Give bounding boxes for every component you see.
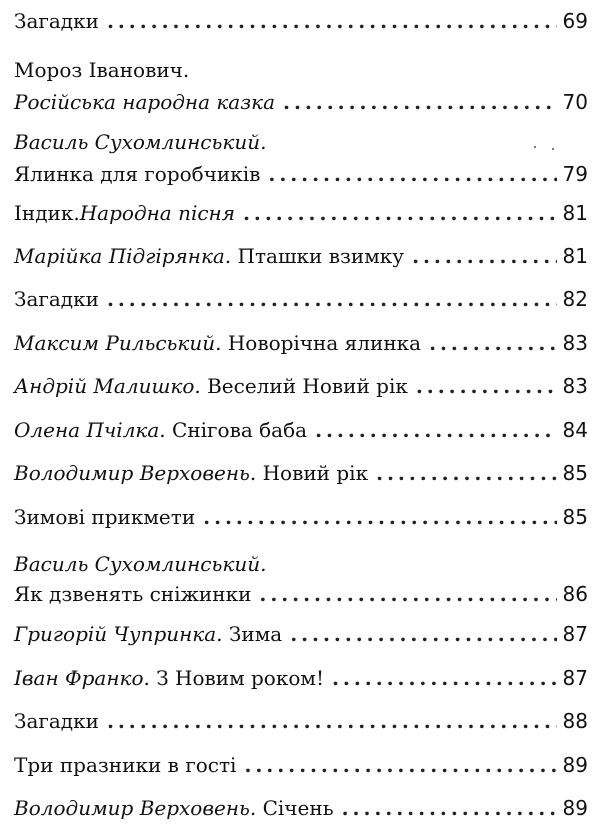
- entry-title: Ялинка для горобчиків: [14, 162, 261, 186]
- page-number: 86: [562, 582, 588, 606]
- author-name: Марійка Підгірянка.: [14, 244, 232, 268]
- toc-entry: [14, 6, 588, 36]
- page-number: 87: [562, 666, 588, 690]
- dot-leader: [107, 706, 557, 736]
- toc-entry: [14, 706, 588, 736]
- dot-leader: [412, 241, 556, 271]
- scan-speck: [552, 148, 554, 150]
- author-name: Максим Рильський.: [14, 331, 222, 355]
- toc-entry: [14, 198, 588, 228]
- entry-title: Зима: [228, 622, 283, 646]
- author-name: Володимир Верховень.: [14, 796, 257, 820]
- page-number: 69: [562, 9, 588, 33]
- entry-title: Зимові прикмети: [14, 505, 196, 529]
- toc-entry: [14, 371, 588, 401]
- page-number: 88: [562, 709, 588, 733]
- dot-leader: [107, 6, 557, 36]
- author-name: Григорій Чупринка.: [14, 622, 223, 646]
- page-number: 83: [562, 374, 588, 398]
- page-number: 82: [562, 287, 588, 311]
- dot-leader: [244, 750, 556, 780]
- page-number: 85: [562, 505, 588, 529]
- dot-leader: [290, 619, 556, 649]
- author-name: Олена Пчілка.: [14, 418, 166, 442]
- entry-title: Веселий Новий рік: [207, 374, 408, 398]
- dot-leader: [107, 284, 557, 314]
- dot-leader: [315, 415, 556, 445]
- entry-title: Як дзвенять сніжинки: [14, 582, 252, 606]
- page-number: 79: [562, 162, 588, 186]
- toc-entry: [14, 750, 588, 780]
- toc-entry: [14, 793, 588, 823]
- author-name: Іван Франко.: [14, 666, 150, 690]
- dot-leader: [416, 371, 557, 401]
- toc-entry: [14, 328, 588, 358]
- dot-leader: [283, 87, 557, 117]
- entry-title: Снігова баба: [172, 418, 308, 442]
- entry-title: Пташки взимку: [237, 244, 405, 268]
- author-name: Андрій Малишко.: [14, 374, 201, 398]
- toc-entry: [14, 619, 588, 649]
- toc-entry: [14, 127, 588, 189]
- page-number: 83: [562, 331, 588, 355]
- dot-leader: [243, 198, 557, 228]
- page-number: 81: [562, 201, 588, 225]
- entry-title: Січень: [262, 796, 334, 820]
- page-number: 85: [562, 461, 588, 485]
- author-name: Василь Сухомлинський.: [14, 552, 267, 576]
- dot-leader: [376, 458, 556, 488]
- author-name: Володимир Верховень.: [14, 461, 257, 485]
- entry-title: Новий рік: [262, 461, 369, 485]
- toc-entry: [14, 663, 588, 693]
- scan-speck: [534, 146, 536, 148]
- dot-leader: [259, 579, 556, 609]
- dot-leader: [342, 793, 557, 823]
- entry-title-line1: Мороз Іванович.: [14, 58, 190, 82]
- entry-title: З Новим роком!: [156, 666, 324, 690]
- toc-entry: [14, 458, 588, 488]
- toc-entry: [14, 241, 588, 271]
- entry-title: Новорічна ялинка: [227, 331, 422, 355]
- entry-title-prefix: Індик.: [14, 201, 80, 225]
- toc-entry: [14, 284, 588, 314]
- author-name: Василь Сухомлинський.: [14, 130, 267, 154]
- entry-title: Загадки: [14, 287, 99, 311]
- dot-leader: [268, 159, 556, 189]
- toc-entry: [14, 502, 588, 532]
- entry-title: Загадки: [14, 9, 99, 33]
- entry-title: Народна пісня: [79, 201, 235, 225]
- entry-title: Загадки: [14, 709, 99, 733]
- page-number: 89: [562, 796, 588, 820]
- page-number: 87: [562, 622, 588, 646]
- page-number: 81: [562, 244, 588, 268]
- toc-entry: [14, 55, 588, 117]
- page-number: 70: [562, 90, 588, 114]
- entry-title: Російська народна казка: [14, 90, 276, 114]
- dot-leader: [429, 328, 556, 358]
- toc-entry: [14, 415, 588, 445]
- toc-entry: [14, 549, 588, 609]
- page-number: 84: [562, 418, 588, 442]
- dot-leader: [332, 663, 557, 693]
- dot-leader: [203, 502, 556, 532]
- page-number: 89: [562, 753, 588, 777]
- entry-title: Три празники в гості: [14, 753, 237, 777]
